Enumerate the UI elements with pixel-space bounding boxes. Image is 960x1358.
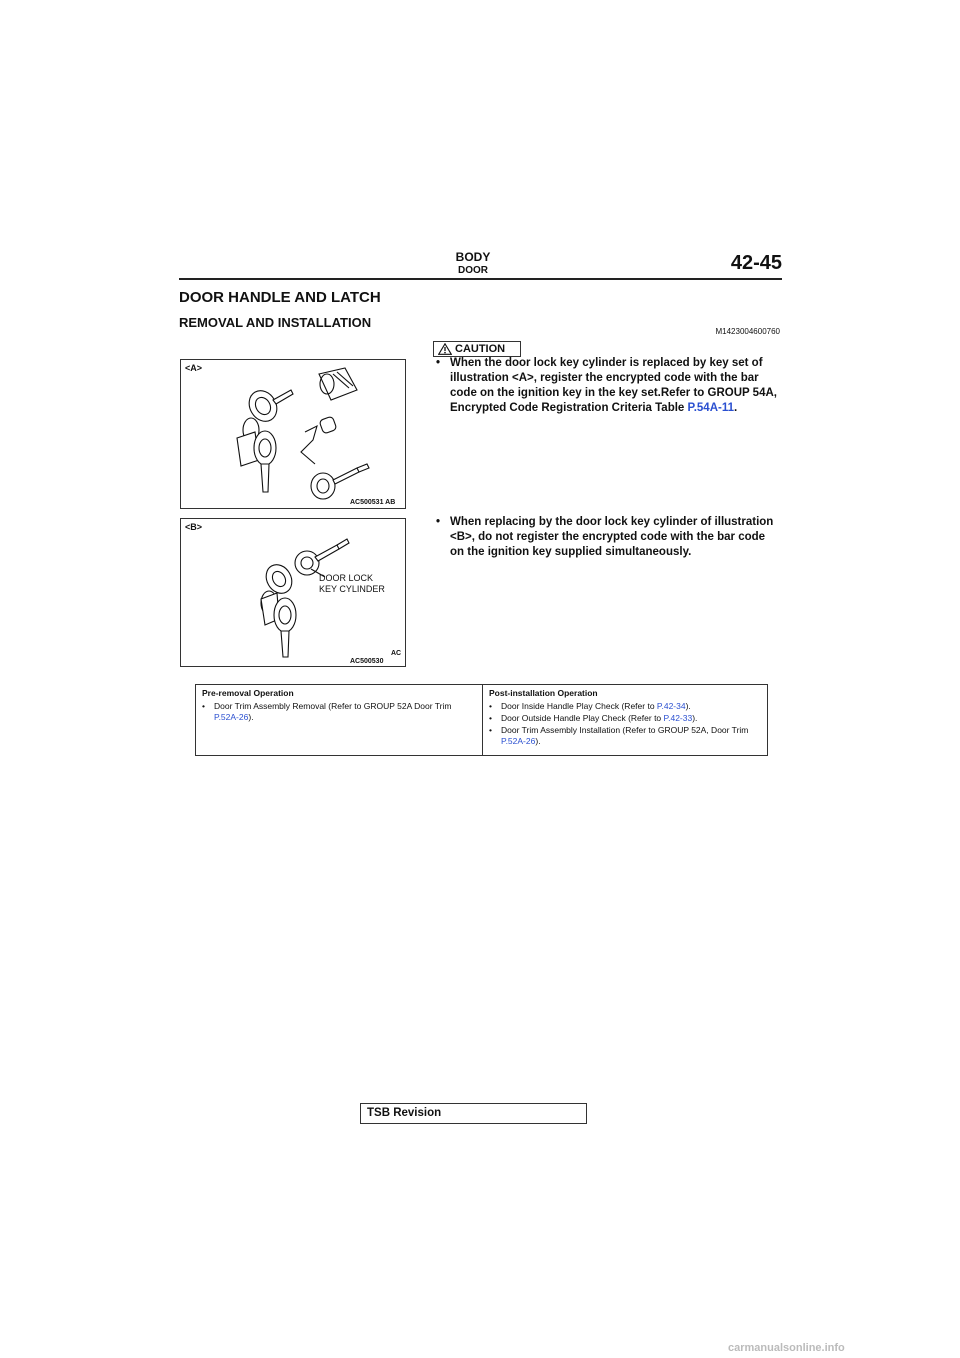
page-number: 42-45 [730, 252, 782, 274]
reference-link[interactable]: P.54A-11 [687, 402, 734, 414]
section-title: BODY [455, 250, 491, 264]
bullet-dot: • [489, 725, 492, 735]
bullet-dot: • [489, 713, 492, 723]
post-installation-column: Post-installation Operation • Door Inside Handle Play Check (Refer to P.42-34). • Door Outside Handle Play Check (Refer to P.42-33). • Door Trim Assembly Installation (Refer to GROUP 52A, Door Trim P.52A-26). [489, 688, 749, 746]
figure-label-b: <B> [185, 522, 203, 532]
pre-removal-column: Pre-removal Operation • Door Trim Assembly Removal (Refer to GROUP 52A Door Trim P.52A-26). [196, 685, 483, 755]
bullet-text: When replacing by the door lock key cylinder of illustration <B>, do not register the encrypted code with the bar code on the ignition key supplied simultaneously. [450, 516, 774, 558]
page-subtitle: REMOVAL AND INSTALLATION [179, 315, 372, 330]
reference-link[interactable]: P.52A-26 [501, 736, 536, 746]
bullet-dot: • [436, 516, 441, 528]
post-installation-heading: Post-installation Operation [489, 688, 598, 698]
bullet-dot: • [436, 357, 441, 369]
document-id: M1423004600760 [715, 327, 780, 336]
illustration-b [180, 518, 406, 667]
figure-code-a: AC500531 AB [350, 499, 396, 506]
warning-triangle-icon [438, 343, 452, 355]
header-rule [179, 278, 782, 280]
operations-table [195, 684, 768, 756]
bullet-dot: • [202, 701, 205, 711]
pre-removal-heading: Pre-removal Operation [202, 688, 294, 698]
illustration-a [180, 359, 406, 509]
subsection-title: DOOR [458, 265, 488, 276]
key-set-drawing-a [181, 360, 405, 508]
bullet-dot: • [489, 701, 492, 711]
reference-link[interactable]: P.52A-26 [214, 712, 249, 722]
bullet-text: When the door lock key cylinder is replaced by key set of illustration <A>, register the encrypted code with the bar code on the ignition key in the key set.Refer to GROUP 54A, Encrypted Code Registration Criteria Table P.54A-11. [450, 357, 777, 414]
watermark: carmanualsonline.info [728, 1342, 845, 1354]
reference-link[interactable]: P.42-34 [656, 701, 686, 711]
caution-box [433, 341, 521, 357]
callout-door-lock-key-cylinder: DOOR LOCK KEY CYLINDER [319, 573, 385, 594]
figure-label-a: <A> [185, 363, 203, 373]
tsb-revision-box [360, 1103, 587, 1124]
reference-link[interactable]: P.42-33 [663, 713, 693, 723]
figure-code-b: AC500530 [350, 658, 384, 665]
caution-label: CAUTION [455, 343, 506, 355]
tsb-revision-label: TSB Revision [367, 1107, 442, 1119]
page-title: DOOR HANDLE AND LATCH [179, 289, 381, 306]
figure-code-suffix-b: AC [391, 650, 402, 657]
